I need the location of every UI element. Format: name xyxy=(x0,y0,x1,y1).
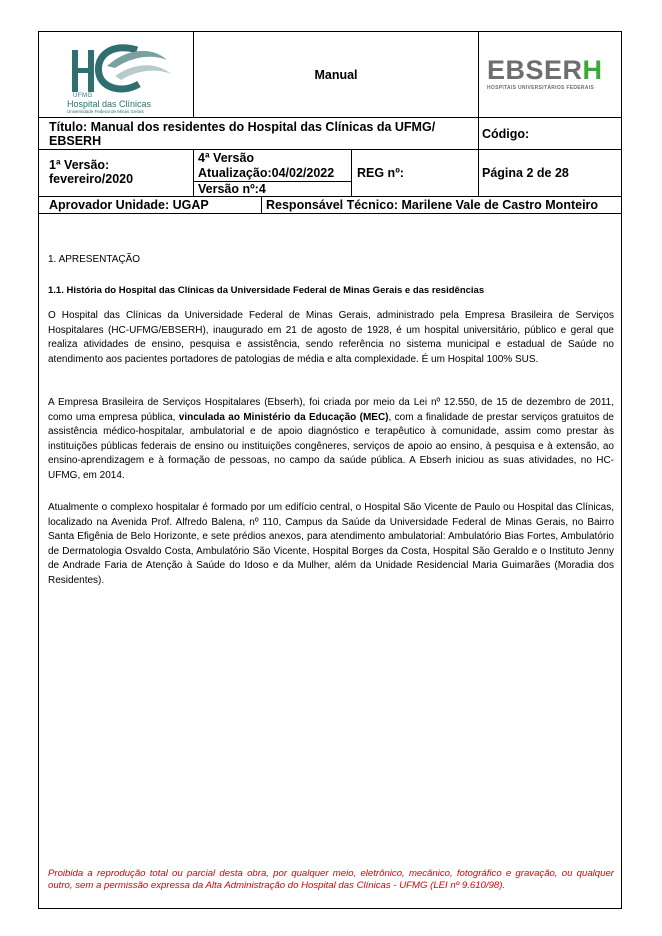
subsection-heading: 1.1. História do Hospital das Clínicas da Universidade Federal de Minas Gerais e das residências xyxy=(48,285,485,296)
doc-type: Manual xyxy=(314,67,358,82)
logo-cell-bottom xyxy=(39,32,193,118)
responsible-cell xyxy=(261,197,621,214)
copyright-notice: Proibida a reprodução total ou parcial desta obra, por qualquer meio, eletrônico, mecânico, fotográfico e gravação, ou qualquer outro, sem a permissão expressa da Alta Administração do Hospital das Clínicas - UFMG (LEI nº 9.610/98). xyxy=(48,868,614,891)
hc-logo-name: Hospital das Clínicas xyxy=(67,99,152,109)
doc-type-cell xyxy=(193,32,478,118)
ebserh-logo-cell xyxy=(478,32,621,118)
version-4: 4ª Versão xyxy=(198,151,255,165)
first-version-date: fevereiro/2020 xyxy=(49,172,134,186)
ebserh-logo xyxy=(487,56,617,91)
hc-logo-ufmg: UFMG xyxy=(73,93,93,99)
paragraph-1: O Hospital das Clínicas da Universidade Federal de Minas Gerais, administrado pela Empresa Brasileira de Serviços Hospitalares (HC-UFMG/EBSERH), inaugurado em 21 de agosto de 1928, é um hospital universitário, público e geral que realiza atividades de ensino, pesquisa e assistência, sendo referência no sistema municipal e estadual de Saúde no atendimento aos pacientes portadores de patologias de média e alta complexidade. É um Hospital 100% SUS. xyxy=(48,310,614,365)
update-date: Atualização:04/02/2022 xyxy=(198,166,335,180)
title-line-1: Título: Manual dos residentes do Hospital das Clínicas da UFMG/ xyxy=(49,120,436,134)
responsible: Responsável Técnico: Marilene Vale de Castro Monteiro xyxy=(266,198,599,212)
ebserh-h: H xyxy=(582,55,603,85)
approver: Aprovador Unidade: UGAP xyxy=(49,198,209,212)
document-page xyxy=(38,31,622,909)
title-line-2: EBSERH xyxy=(49,134,102,148)
first-version-label: 1ª Versão: xyxy=(49,158,110,172)
ebserh-word: EBSER xyxy=(487,55,583,85)
reg-label: REG nº: xyxy=(357,166,404,180)
code-label: Código: xyxy=(482,127,530,141)
code-cell xyxy=(478,118,621,150)
hc-logo-sub: Universidade Federal de Minas Gerais xyxy=(67,109,144,114)
paragraph-2-end: , com a finalidade de prestar serviços gratuitos de assistência médico-hospitalar, ambulatorial e de apoio diagnóstico e terapêutico à comunidade, assim como prestar às instituições públicas federais de ensino ou instituições congêneres, serviços de apoio ao ensino, à pesquisa e à extensão, ao ensino-aprendizagem e à formação de pessoas, no campo da saúde pública. A Ebserh iniciou as suas atividades, no HC-UFMG, em 2014. xyxy=(48,411,614,481)
paragraph-2-bold: vinculada ao Ministério da Educação (MEC) xyxy=(178,411,389,423)
paragraph-3: Atualmente o complexo hospitalar é formado por um edifício central, o Hospital São Vicente de Paulo ou Hospital das Clínicas, localizado na Avenida Prof. Alfredo Balena, nº 110, Campus da Saúde da Universidade Federal de Minas Gerais, no Bairro Santa Efigênia de Belo Horizonte, e sete prédios anexos, para atendimento ambulatorial: Ambulatório Bias Fortes, Ambulatório de Dermatologia Osvaldo Costa, Ambulatório São Vicente, Hospital Borges da Costa, Hospital São Geraldo e o Instituto Jenny de Andrade Faria de Atenção à Saúde do Idoso e da Mulher, além da Unidade Residencial Maria Guimarães (Moradia dos Residentes). xyxy=(48,502,614,586)
page-number: Página 2 de 28 xyxy=(482,166,569,180)
version-cell xyxy=(193,150,351,197)
ebserh-sub: HOSPITAIS UNIVERSITÁRIOS FEDERAIS xyxy=(487,85,595,91)
paragraph-2-start: A Empresa Brasileira de Serviços Hospitalares (Ebserh), foi criada por meio da Lei nº 12.550, de 15 de dezembro de 2011, como uma empresa pública, xyxy=(48,397,614,423)
paragraph-2 xyxy=(48,396,614,484)
page-cell xyxy=(478,150,621,197)
version-number: Versão nº:4 xyxy=(198,182,266,196)
title-cell xyxy=(39,118,478,150)
first-version-cell xyxy=(39,150,193,197)
section-heading: 1. APRESENTAÇÃO xyxy=(48,254,141,265)
approver-cell xyxy=(39,197,261,214)
reg-cell xyxy=(351,150,478,197)
